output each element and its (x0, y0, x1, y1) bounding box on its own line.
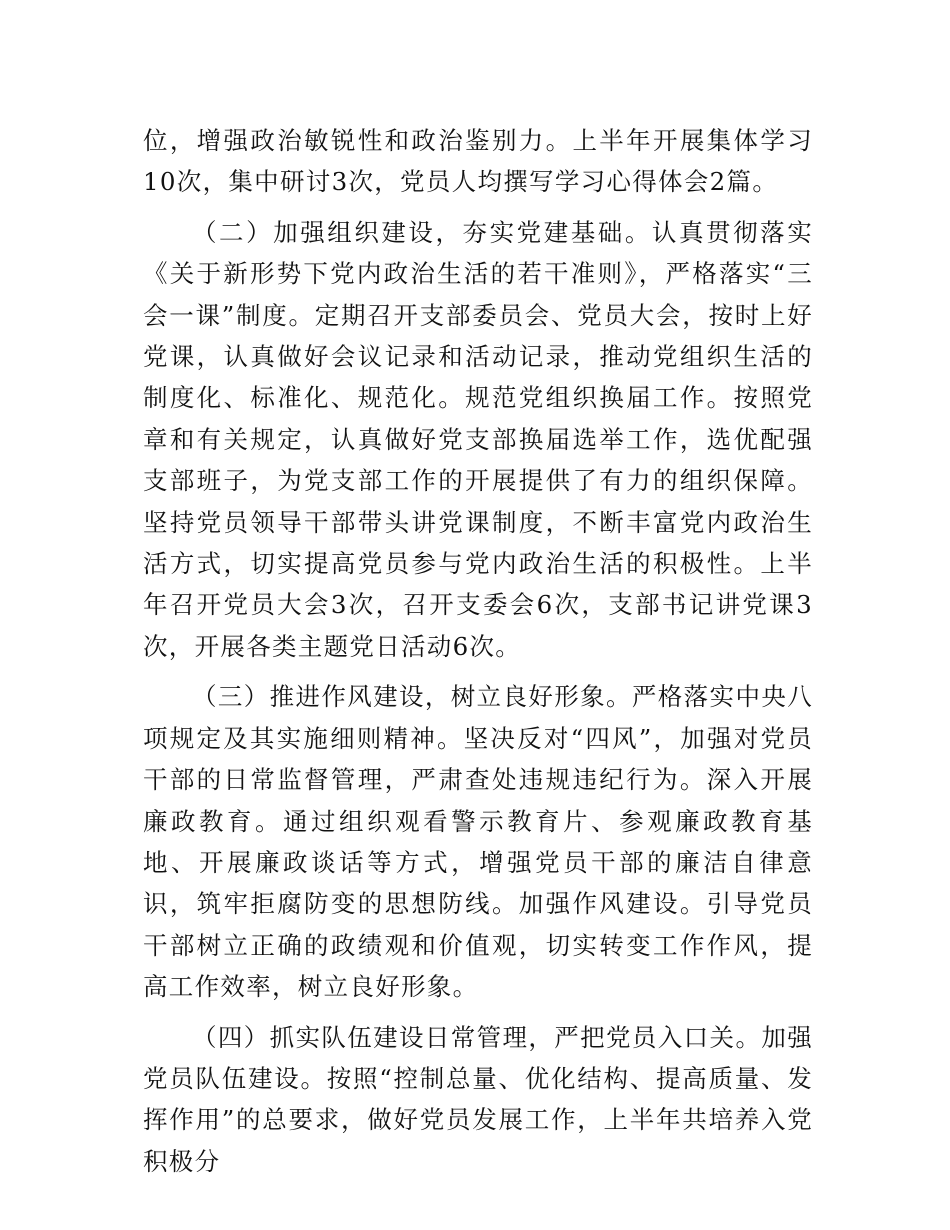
body-text (143, 120, 813, 1182)
paragraph-conduct-building: （三）推进作风建设，树立良好形象。严格落实中央八项规定及其实施细则精神。坚决反对“四风”，加强对党员干部的日常监督管理，严肃查处违规违纪行为。深入开展廉政教育。通过组织观看警示教育片、参观廉政教育基地、开展廉政谈话等方式，增强党员干部的廉洁自律意识，筑牢拒腐防变的思想防线。加强作风建设。引导党员干部树立正确的政绩观和价值观，切实转变工作作风，提高工作效率，树立良好形象。 (143, 682, 813, 1002)
paragraph-team-management: （四）抓实队伍建设日常管理，严把党员入口关。加强党员队伍建设。按照“控制总量、优化结构、提高质量、发挥作用”的总要求，做好党员发展工作，上半年共培养入党积极分 (143, 1022, 813, 1176)
paragraph-organization-building: （二）加强组织建设，夯实党建基础。认真贯彻落实《关于新形势下党内政治生活的若干准则》，严格落实“三会一课”制度。定期召开支部委员会、党员大会，按时上好党课，认真做好会议记录和活动记录，推动党组织生活的制度化、标准化、规范化。规范党组织换届工作。按照党章和有关规定，认真做好党支部换届选举工作，选优配强支部班子，为党支部工作的开展提供了有力的组织保障。坚持党员领导干部带头讲党课制度，不断丰富党内政治生活方式，切实提高党员参与党内政治生活的积极性。上半年召开党员大会3次，召开支委会6次，支部书记讲党课3次，开展各类主题党日活动6次。 (143, 217, 813, 661)
paragraph-study-summary: 位，增强政治敏锐性和政治鉴别力。上半年开展集体学习10次，集中研讨3次，党员人均撰写学习心得体会2篇。 (143, 126, 813, 197)
